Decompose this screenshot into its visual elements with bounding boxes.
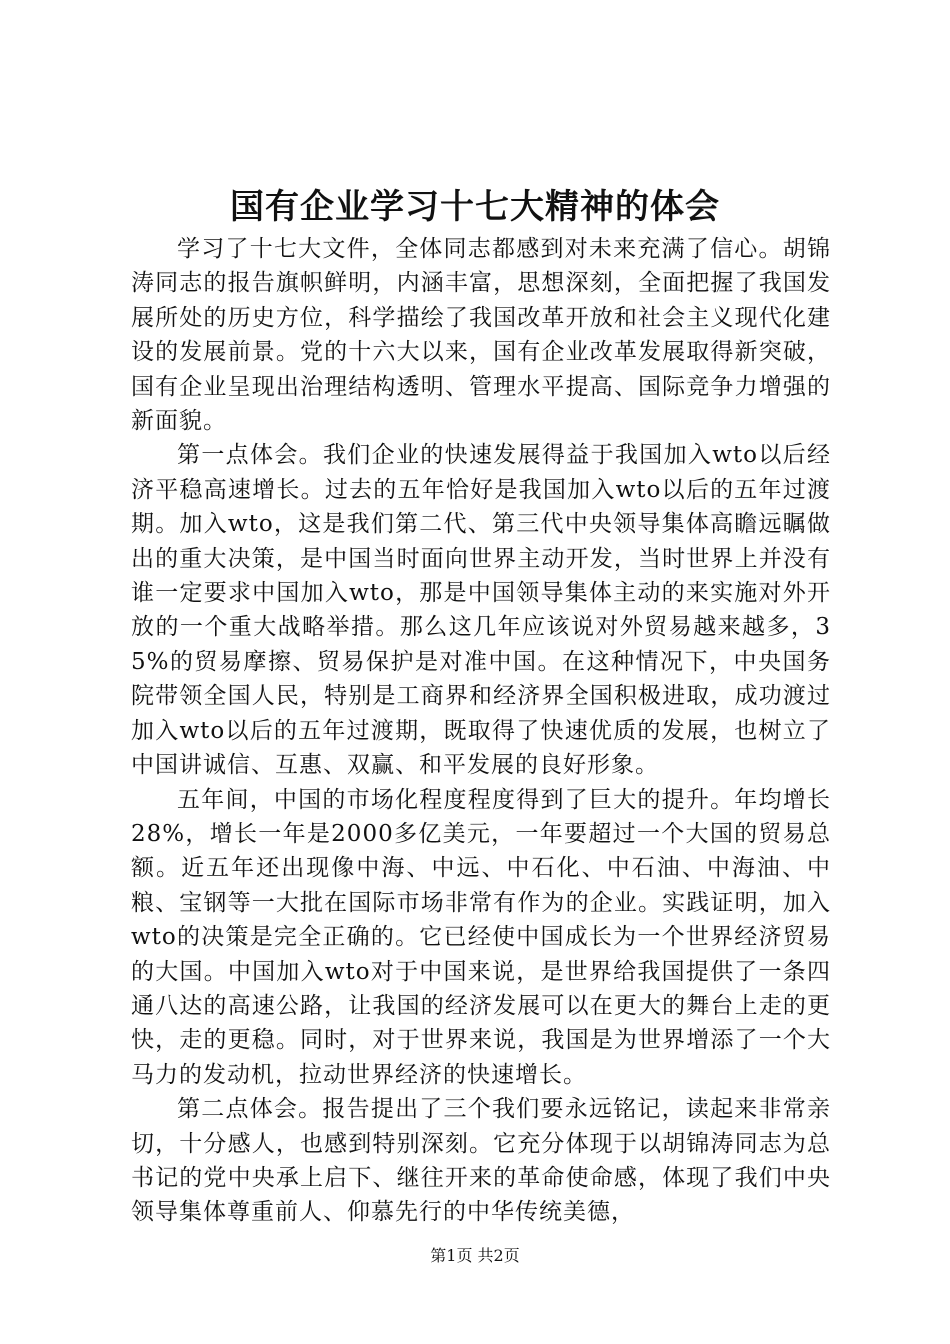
paragraph-second-point: 第二点体会。报告提出了三个我们要永远铭记，读起来非常亲切，十分感人，也感到特别深刻。它充分体现于以胡锦涛同志为总书记的党中央承上启下、继往开来的革命使命感，体现了我们中央领导集体尊重前人、仰慕先行的中华传统美德， xyxy=(131,1096,831,1226)
page-footer: 第1页 共2页 xyxy=(430,1246,520,1265)
document-title: 国有企业学习十七大精神的体会 xyxy=(230,187,720,227)
document-body xyxy=(131,232,831,1230)
paragraph-five-years: 五年间，中国的市场化程度程度得到了巨大的提升。年均增长28%，增长一年是2000多亿美元，一年要超过一个大国的贸易总额。近五年还出现像中海、中远、中石化、中石油、中海油、中粮、宝钢等一大批在国际市场非常有作为的企业。实践证明，加入wto的决策是完全正确的。它已经使中国成长为一个世界经济贸易的大国。中国加入wto对于中国来说，是世界给我国提供了一条四通八达的高速公路，让我国的经济发展可以在更大的舞台上走的更快，走的更稳。同时，对于世界来说，我国是为世界增添了一个大马力的发动机，拉动世界经济的快速增长。 xyxy=(131,786,831,1088)
paragraph-intro: 学习了十七大文件，全体同志都感到对未来充满了信心。胡锦涛同志的报告旗帜鲜明，内涵丰富，思想深刻，全面把握了我国发展所处的历史方位，科学描绘了我国改革开放和社会主义现代化建设的发展前景。党的十六大以来，国有企业改革发展取得新突破，国有企业呈现出治理结构透明、管理水平提高、国际竞争力增强的新面貌。 xyxy=(131,236,831,435)
paragraph-first-point: 第一点体会。我们企业的快速发展得益于我国加入wto以后经济平稳高速增长。过去的五年恰好是我国加入wto以后的五年过渡期。加入wto，这是我们第二代、第三代中央领导集体高瞻远瞩做出的重大决策，是中国当时面向世界主动开发，当时世界上并没有谁一定要求中国加入wto，那是中国领导集体主动的来实施对外开放的一个重大战略举措。那么这几年应该说对外贸易越来越多，35%的贸易摩擦、贸易保护是对准中国。在这种情况下，中央国务院带领全国人民，特别是工商界和经济界全国积极进取，成功渡过加入wto以后的五年过渡期，既取得了快速优质的发展，也树立了中国讲诚信、互惠、双赢、和平发展的良好形象。 xyxy=(131,442,831,779)
